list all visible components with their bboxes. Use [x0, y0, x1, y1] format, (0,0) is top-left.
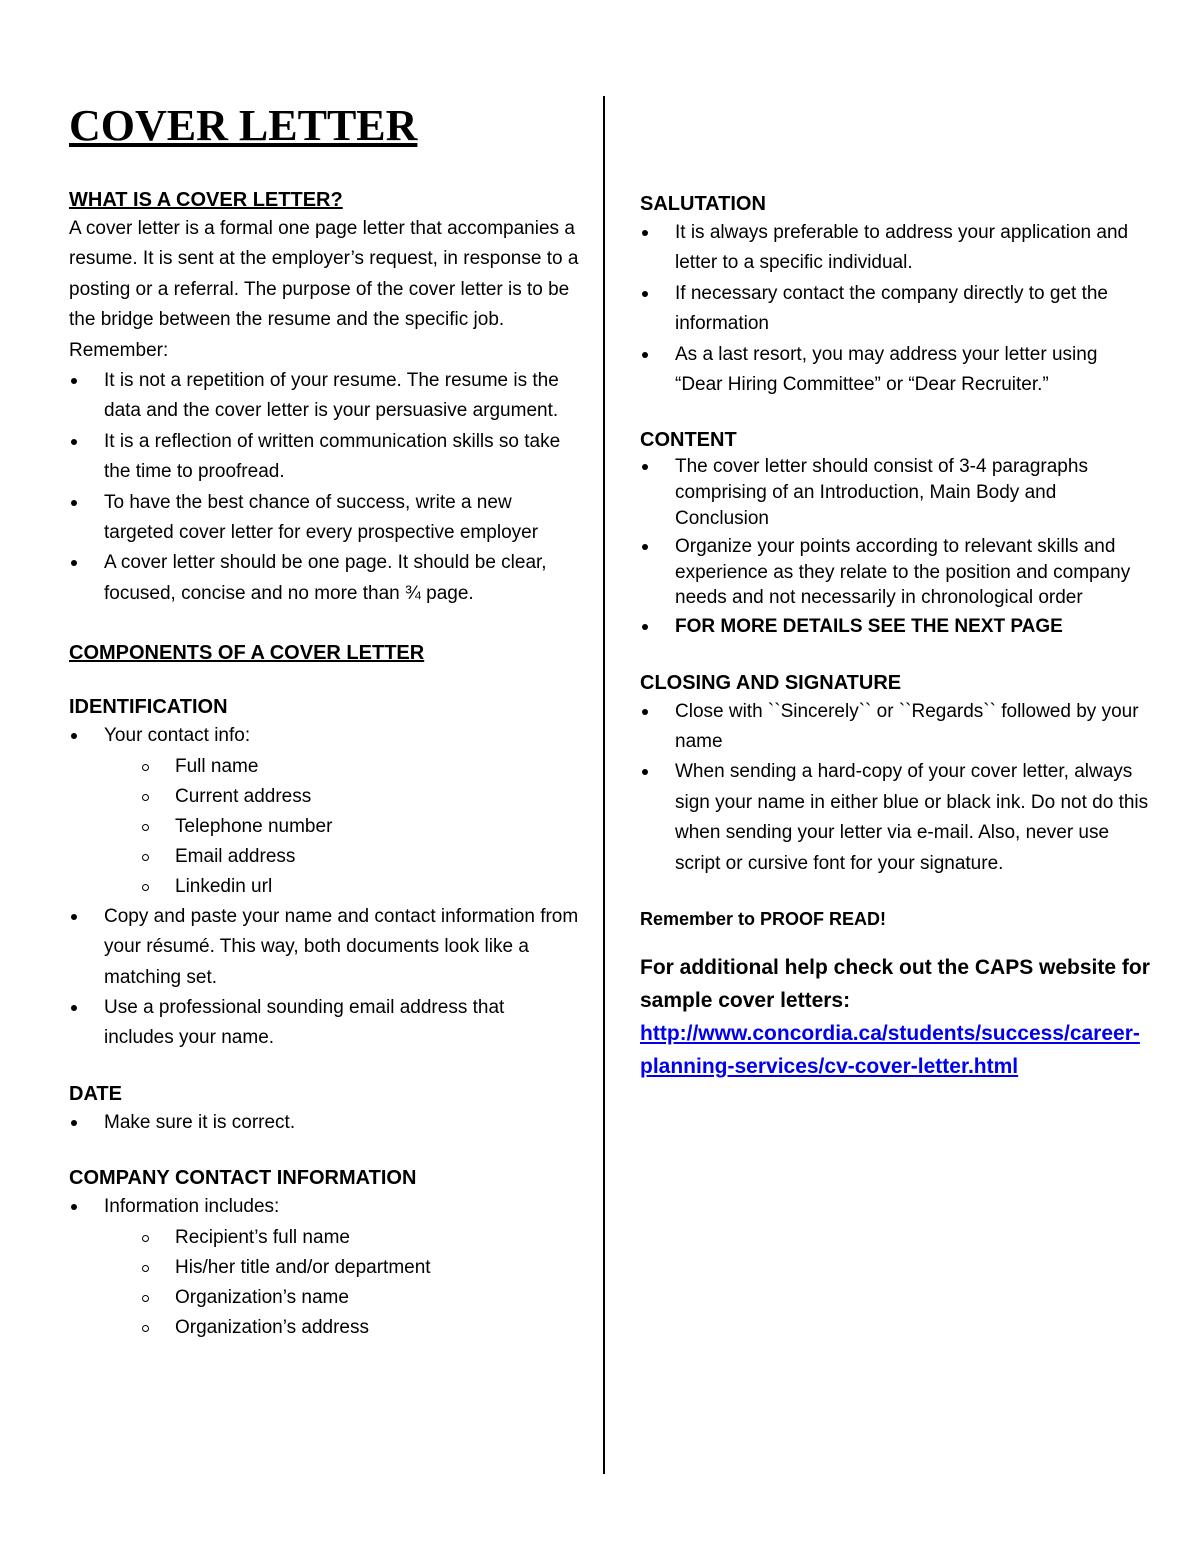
sub-list-item: Linkedin url — [69, 872, 579, 902]
column-divider — [603, 96, 605, 1474]
list-item: Use a professional sounding email address that includes your name. — [69, 993, 579, 1054]
what-heading: WHAT IS A COVER LETTER? — [69, 189, 343, 211]
sub-list-item: Email address — [69, 842, 579, 872]
components-heading: COMPONENTS OF A COVER LETTER — [69, 642, 425, 665]
list-item: Make sure it is correct. — [69, 1108, 579, 1138]
list-item: As a last resort, you may address your letter using “Dear Hiring Committee” or “Dear Recruiter.” — [640, 340, 1150, 401]
content-heading: CONTENT — [640, 429, 737, 452]
company-section — [69, 1164, 579, 1342]
list-item: The cover letter should consist of 3-4 paragraphs comprising of an Introduction, Main Body and Conclusion — [640, 454, 1150, 531]
salutation-section — [640, 190, 1150, 400]
closing-section — [640, 669, 1150, 879]
company-heading: COMPANY CONTACT INFORMATION — [69, 1167, 417, 1190]
what-bullets — [69, 366, 579, 609]
sub-list-item: Telephone number — [69, 812, 579, 842]
list-item: If necessary contact the company directly to get the information — [640, 279, 1150, 340]
list-item: It is always preferable to address your application and letter to a specific individual. — [640, 218, 1150, 279]
salutation-heading: SALUTATION — [640, 193, 766, 215]
list-item: It is not a repetition of your resume. The resume is the data and the cover letter is your persuasive argument. — [69, 366, 579, 427]
remember-label: Remember: — [69, 339, 169, 361]
sub-list-item: Full name — [69, 752, 579, 782]
help-text: For additional help check out the CAPS website for sample cover letters: — [640, 956, 1150, 1013]
caps-website-link[interactable]: http://www.concordia.ca/students/success/career-planning-services/cv-cover-letter.html — [640, 1022, 1140, 1079]
date-bullets — [69, 1108, 579, 1138]
list-item — [69, 721, 579, 751]
what-section — [69, 186, 579, 609]
content-section — [640, 426, 1150, 639]
salutation-bullets — [640, 218, 1150, 400]
left-column — [69, 96, 579, 1343]
page-title: COVER LETTER — [69, 101, 418, 150]
identification-more-bullets — [69, 902, 579, 1054]
sub-list-item: Organization’s name — [69, 1283, 579, 1313]
sub-list-item: His/her title and/or department — [69, 1253, 579, 1283]
list-item: A cover letter should be one page. It should be clear, focused, concise and no more than ¾ page. — [69, 548, 579, 609]
sub-list-item: Organization’s address — [69, 1313, 579, 1343]
proofread-reminder: Remember to PROOF READ! — [640, 909, 887, 930]
company-items — [69, 1223, 579, 1343]
sub-list-item: Recipient’s full name — [69, 1223, 579, 1253]
list-item: Information includes: — [69, 1192, 579, 1222]
list-item: Organize your points according to relevant skills and experience as they relate to the position and company needs and not necessarily in chronological order — [640, 534, 1150, 611]
contact-items — [69, 752, 579, 902]
help-block — [640, 951, 1150, 1083]
company-bullets — [69, 1192, 579, 1222]
sub-list-item: Current address — [69, 782, 579, 812]
list-item: Close with ``Sincerely`` or ``Regards`` followed by your name — [640, 697, 1150, 758]
closing-bullets — [640, 697, 1150, 879]
date-section — [69, 1080, 579, 1138]
list-item: To have the best chance of success, write a new targeted cover letter for every prospective employer — [69, 488, 579, 549]
list-item: When sending a hard-copy of your cover letter, always sign your name in either blue or black ink. Do not do this when sending your letter via e-mail. Also, never use script or cursive font for your signature. — [640, 757, 1150, 879]
contact-info-label: Your contact info: — [104, 725, 251, 747]
identification-heading: IDENTIFICATION — [69, 696, 228, 719]
next-page-note: FOR MORE DETAILS SEE THE NEXT PAGE — [640, 614, 1150, 640]
identification-bullets — [69, 721, 579, 751]
list-item: Copy and paste your name and contact information from your résumé. This way, both documents look like a matching set. — [69, 902, 579, 993]
closing-heading: CLOSING AND SIGNATURE — [640, 671, 902, 694]
content-bullets — [640, 454, 1150, 639]
date-heading: DATE — [69, 1082, 122, 1105]
what-paragraph: A cover letter is a formal one page letter that accompanies a resume. It is sent at the employer’s request, in response to a posting or a referral. The purpose of the cover letter is to be the bridge between the resume and the specific job. — [69, 218, 579, 331]
list-item: It is a reflection of written communication skills so take the time to proofread. — [69, 427, 579, 488]
identification-section — [69, 693, 579, 1053]
right-column — [640, 190, 1150, 1083]
